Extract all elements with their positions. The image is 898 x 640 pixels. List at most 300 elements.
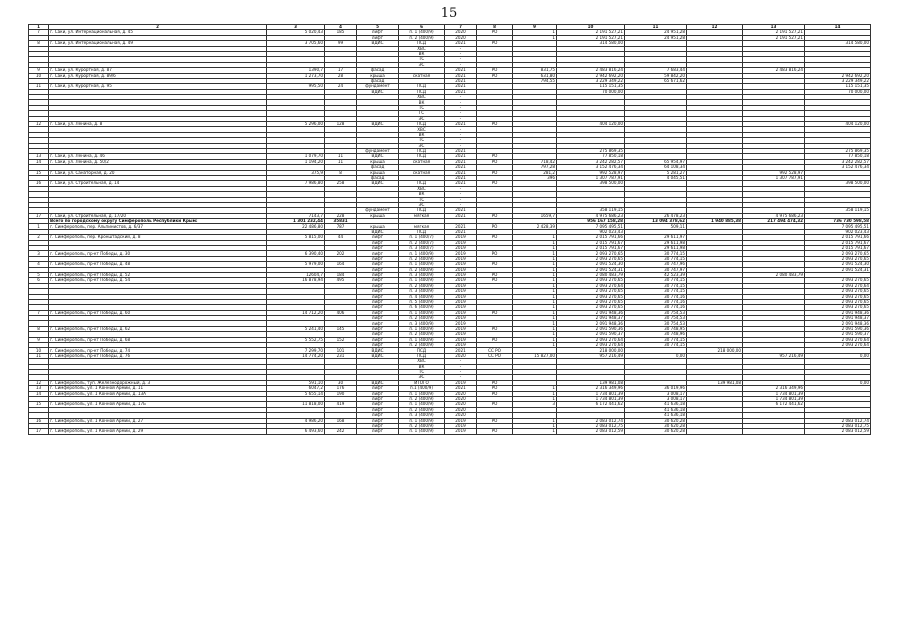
work-volume-cell: 797,28 <box>513 165 557 170</box>
row-number-cell: 12 <box>29 380 49 385</box>
work-type-cell: п. 2 (400/9) <box>399 35 445 40</box>
total-cost-cell: 902 023,43 <box>557 229 625 234</box>
residents-count-cell: 8 <box>325 170 357 175</box>
work-type-cell: ПСД <box>399 181 445 186</box>
year-cell: 2019 <box>445 235 477 240</box>
work-type-cell: п. 2 (400/9) <box>399 423 445 428</box>
cost-col-14-cell: 2 093 270,65 <box>805 256 871 261</box>
year-cell: - <box>445 370 477 375</box>
work-volume-cell: 1 <box>513 267 557 272</box>
element-type-cell: лифт <box>357 413 399 418</box>
cost-col-12-cell: 139 981,08 <box>687 380 743 385</box>
year-cell: - <box>445 100 477 105</box>
work-volume-cell: 1 <box>513 294 557 299</box>
total-cost-cell: 2 083 012,59 <box>557 429 625 434</box>
year-cell: 2019 <box>445 262 477 267</box>
element-type-cell: лифт <box>357 289 399 294</box>
element-type-cell: лифт <box>357 337 399 342</box>
funding-source-cell: РО <box>477 278 513 283</box>
cost-col-14-cell: 3 242 282,57 <box>805 159 871 164</box>
address-cell: г. Симферополь, ул. 1 Конной Армии, д. 17Б <box>49 402 267 407</box>
address-cell: г. Саки, ул. Интернациональная, д. 49 <box>49 41 267 46</box>
funding-source-cell: РО <box>477 159 513 164</box>
work-volume-cell: 1 <box>513 332 557 337</box>
work-type-cell: ПСД <box>399 348 445 353</box>
work-type-cell: ПСД <box>399 208 445 213</box>
residents-count-cell: 176 <box>325 386 357 391</box>
year-cell: - <box>445 359 477 364</box>
column-number: 4 <box>325 25 357 30</box>
element-type-cell: крыша <box>357 170 399 175</box>
total-area-cell: 7 986,80 <box>267 181 325 186</box>
residents-count-cell: 231 <box>325 353 357 358</box>
address-cell: г. Симферополь, туп. Железнодорожный, д. 3 <box>49 380 267 385</box>
cost-col-12-cell: 1 940 885,38 <box>687 219 743 224</box>
row-number-cell: 2 <box>29 235 49 240</box>
unit-cost-cell: 30 747,97 <box>625 267 687 272</box>
work-type-cell: п. 2 (400/9) <box>399 343 445 348</box>
funding-source-cell: РО <box>477 391 513 396</box>
row-number-cell: 13 <box>29 154 49 159</box>
cost-col-13-cell <box>743 429 805 434</box>
unit-cost-cell: 41 636,18 <box>625 402 687 407</box>
year-cell: 2019 <box>445 299 477 304</box>
total-cost-cell: 2 091 590,37 <box>557 332 625 337</box>
element-type-cell: лифт <box>357 423 399 428</box>
work-volume-cell: 718,42 <box>513 159 557 164</box>
year-cell: 2021 <box>445 165 477 170</box>
unit-cost-cell: 65 671,62 <box>625 78 687 83</box>
total-area-cell: 4 986,20 <box>267 418 325 423</box>
year-cell: 2020 <box>445 35 477 40</box>
year-cell: 2021 <box>445 159 477 164</box>
work-volume-cell: 1 <box>513 429 557 434</box>
year-cell: 2021 <box>445 175 477 180</box>
total-cost-cell: 2 093 270,64 <box>557 337 625 342</box>
work-type-cell: ТС <box>399 370 445 375</box>
total-cost-cell: 2 080 483,79 <box>557 272 625 277</box>
address-cell: г. Симферополь, пр-кт Победы, д. 60 <box>49 310 267 315</box>
unit-cost-cell: 30 620,28 <box>625 423 687 428</box>
work-volume-cell: 1 <box>513 326 557 331</box>
work-type-cell: ПСД <box>399 229 445 234</box>
address-cell: г. Саки, ул. Курортная, д. 89/6 <box>49 73 267 78</box>
total-cost-cell: 2 093 270,65 <box>557 289 625 294</box>
element-type-cell: лифт <box>357 294 399 299</box>
cost-col-14-cell: 398 500,00 <box>805 181 871 186</box>
funding-source-cell: РО <box>477 154 513 159</box>
element-type-cell: лифт <box>357 251 399 256</box>
work-volume-cell: 631,80 <box>513 73 557 78</box>
element-type-cell: лифт <box>357 326 399 331</box>
work-type-cell: ВК <box>399 51 445 56</box>
year-cell: - <box>445 364 477 369</box>
year-cell: 2019 <box>445 321 477 326</box>
residents-count-cell: 787 <box>325 224 357 229</box>
row-number-cell: 7 <box>29 310 49 315</box>
column-number: 7 <box>445 25 477 30</box>
funding-source-cell: СС РО <box>477 348 513 353</box>
year-cell: - <box>445 62 477 67</box>
column-number: 6 <box>399 25 445 30</box>
address-cell: г. Саки, ул. Санаторная, д. 20 <box>49 170 267 175</box>
year-cell: 2019 <box>445 337 477 342</box>
work-type-cell: ПСД <box>399 122 445 127</box>
year-cell: 2020 <box>445 407 477 412</box>
cost-col-14-cell: 2 091 948,36 <box>805 321 871 326</box>
unit-cost-cell: 30 620,28 <box>625 429 687 434</box>
year-cell: 2021 <box>445 229 477 234</box>
total-cost-cell: 2 093 270,64 <box>557 343 625 348</box>
unit-cost-cell: 7 683,44 <box>625 68 687 73</box>
total-area-cell: 16 878,94 <box>267 278 325 283</box>
total-area-cell: 995,50 <box>267 84 325 89</box>
work-type-cell: ВК <box>399 192 445 197</box>
column-number: 11 <box>625 25 687 30</box>
work-volume-cell: 1 <box>513 310 557 315</box>
work-type-cell: п. 2 (400/7) <box>399 240 445 245</box>
year-cell: 2019 <box>445 246 477 251</box>
element-type-cell: лифт <box>357 30 399 35</box>
year-cell: - <box>445 202 477 207</box>
row-number-cell: 15 <box>29 402 49 407</box>
total-area-cell: 11 818,00 <box>267 402 325 407</box>
cost-col-14-cell: 902 023,43 <box>805 229 871 234</box>
work-type-cell: скатная <box>399 159 445 164</box>
residents-count-cell: 35831 <box>325 219 357 224</box>
year-cell: 2020 <box>445 396 477 401</box>
total-cost-cell: 398 500,00 <box>557 181 625 186</box>
address-cell: г. Симферополь, пр-кт Победы, д. 68 <box>49 337 267 342</box>
year-cell: 2019 <box>445 316 477 321</box>
cost-col-14-cell: 2 091 524,30 <box>805 262 871 267</box>
unit-cost-cell: 30 774,15 <box>625 343 687 348</box>
work-volume-cell: 1 <box>513 35 557 40</box>
cost-col-14-cell: 77 850,18 <box>805 154 871 159</box>
work-type-cell: п. 1 (400/9) <box>399 429 445 434</box>
work-type-cell: ТС <box>399 105 445 110</box>
year-cell: 2019 <box>445 423 477 428</box>
year-cell: - <box>445 46 477 51</box>
work-type-cell: ТС <box>399 138 445 143</box>
cost-col-13-cell: 992 528,97 <box>743 170 805 175</box>
row-number-cell: 16 <box>29 418 49 423</box>
element-type-cell: фундамент <box>357 148 399 153</box>
row-number-cell: 12 <box>29 122 49 127</box>
element-type-cell: крыша <box>357 159 399 164</box>
total-area-cell: 6 493,60 <box>267 429 325 434</box>
total-cost-cell: 3 229 349,22 <box>557 78 625 83</box>
work-type-cell: п. 2 (400/9) <box>399 256 445 261</box>
total-area-cell: 7 299,70 <box>267 348 325 353</box>
work-type-cell: ХВС <box>399 186 445 191</box>
row-number-cell: 15 <box>29 170 49 175</box>
funding-source-cell: РО <box>477 224 513 229</box>
element-type-cell: фасад <box>357 68 399 73</box>
residents-count-cell: 164 <box>325 262 357 267</box>
column-number: 5 <box>357 25 399 30</box>
element-type-cell: лифт <box>357 299 399 304</box>
address-cell: г. Симферополь, ул. 1 Конной Армии, д. 11 <box>49 386 267 391</box>
residents-count-cell: 228 <box>325 213 357 218</box>
funding-source-cell: РО <box>477 418 513 423</box>
total-area-cell: 5 815,00 <box>267 235 325 240</box>
year-cell: 2021 <box>445 73 477 78</box>
work-type-cell: п. 2 (400/9) <box>399 332 445 337</box>
work-type-cell: п. 1 (400/9) <box>399 262 445 267</box>
total-cost-cell: 957 216,49 <box>557 353 625 358</box>
address-cell: г. Саки, ул. Ленина, д. 8 <box>49 122 267 127</box>
element-type-cell: лифт <box>357 283 399 288</box>
total-cost-cell: 1 307 787,91 <box>557 175 625 180</box>
residents-count-cell: 11 <box>325 154 357 159</box>
year-cell: - <box>445 132 477 137</box>
work-type-cell: ГС <box>399 111 445 116</box>
unit-cost-cell: 41 636,18 <box>625 413 687 418</box>
address-cell: г. Симферополь, пр-кт Победы, д. 52 <box>49 272 267 277</box>
cost-col-12-cell: 218 000,00 <box>687 348 743 353</box>
cost-col-13-cell: 1 307 787,91 <box>743 175 805 180</box>
work-volume-cell: 1 <box>513 246 557 251</box>
total-cost-cell: 218 000,00 <box>557 348 625 353</box>
total-area-cell: 6 390,40 <box>267 251 325 256</box>
total-cost-cell: 2 191 527,21 <box>557 35 625 40</box>
work-type-cell: ВК <box>399 100 445 105</box>
funding-source-cell: РО <box>477 337 513 342</box>
funding-source-cell: РО <box>477 41 513 46</box>
element-type-cell: лифт <box>357 402 399 407</box>
unit-cost-cell: 59 842,20 <box>625 73 687 78</box>
total-cost-cell: 956 167 158,28 <box>557 219 625 224</box>
residents-count-cell: 184 <box>325 272 357 277</box>
total-area-cell: 12604,7 <box>267 272 325 277</box>
total-area-cell: 14 774,20 <box>267 353 325 358</box>
unit-cost-cell: 29 611,97 <box>625 235 687 240</box>
year-cell: 2019 <box>445 305 477 310</box>
residents-count-cell: 185 <box>325 30 357 35</box>
cost-col-14-cell: 2 091 524,31 <box>805 267 871 272</box>
year-cell: 2019 <box>445 310 477 315</box>
work-volume-cell: 1659,7 <box>513 213 557 218</box>
total-cost-cell: 70 000,00 <box>557 89 625 94</box>
work-volume-cell: 1 <box>513 391 557 396</box>
total-cost-cell: 139 981,08 <box>557 380 625 385</box>
address-cell: г. Симферополь, пр-кт Победы, д. 74 <box>49 348 267 353</box>
total-cost-cell: 2 093 270,65 <box>557 251 625 256</box>
row-number-cell: 8 <box>29 326 49 331</box>
element-type-cell: ВДИС <box>357 89 399 94</box>
work-volume-cell: 3 <box>513 402 557 407</box>
year-cell: - <box>445 192 477 197</box>
cost-col-13-cell: 4 975 686,23 <box>743 213 805 218</box>
work-type-cell: ЭС <box>399 116 445 121</box>
work-type-cell: п. 2 (400/9) <box>399 316 445 321</box>
work-volume-cell: 1 <box>513 305 557 310</box>
column-number: 3 <box>267 25 325 30</box>
funding-source-cell: РО <box>477 30 513 35</box>
unit-cost-cell: 0,00 <box>625 353 687 358</box>
year-cell: - <box>445 57 477 62</box>
unit-cost-cell: 30 774,15 <box>625 251 687 256</box>
total-area-cell: 1 273,70 <box>267 73 325 78</box>
work-volume-cell: 281,2 <box>513 170 557 175</box>
element-type-cell: фасад <box>357 165 399 170</box>
row-number-cell: 3 <box>29 251 49 256</box>
work-type-cell: ПСД <box>399 84 445 89</box>
column-number: 8 <box>477 25 513 30</box>
work-volume-cell: 794,55 <box>513 78 557 83</box>
total-cost-cell: 2 091 948,37 <box>557 316 625 321</box>
row-number-cell: 9 <box>29 337 49 342</box>
funding-source-cell: РО <box>477 181 513 186</box>
work-type-cell: п. 1 (400/9) <box>399 30 445 35</box>
cost-col-14-cell: 2 083 012,59 <box>805 429 871 434</box>
funding-source-cell: РО <box>477 73 513 78</box>
year-cell: 2021 <box>445 41 477 46</box>
year-cell: 2019 <box>445 429 477 434</box>
total-area-cell: 22 486,80 <box>267 224 325 229</box>
row-number-cell: 7 <box>29 30 49 35</box>
row-number-cell: 11 <box>29 84 49 89</box>
residents-count-cell: 202 <box>325 251 357 256</box>
address-cell: Всего по городскому округу Симферополь Республики Крым: <box>49 219 267 224</box>
year-cell: 2021 <box>445 224 477 229</box>
column-number: 13 <box>743 25 805 30</box>
cost-col-13-cell: 6 172 441,62 <box>743 402 805 407</box>
row-number-cell: 9 <box>29 68 49 73</box>
cost-col-13-cell: 2 316 349,96 <box>743 386 805 391</box>
row-number-cell: 17 <box>29 213 49 218</box>
year-cell: - <box>445 116 477 121</box>
cost-col-14-cell: 2 093 270,65 <box>805 294 871 299</box>
work-volume-cell: 1 <box>513 337 557 342</box>
unit-cost-cell: 30 774,15 <box>625 337 687 342</box>
funding-source-cell: РО <box>477 272 513 277</box>
row-number-cell: 11 <box>29 353 49 358</box>
total-cost-cell: 2 091 590,36 <box>557 326 625 331</box>
funding-source-cell: РО <box>477 68 513 73</box>
element-type-cell: лифт <box>357 321 399 326</box>
unit-cost-cell: 30 774,16 <box>625 294 687 299</box>
total-cost-cell: 2 483 816,24 <box>557 68 625 73</box>
work-type-cell: ПСД <box>399 148 445 153</box>
cost-col-13-cell: 2 191 527,21 <box>743 30 805 35</box>
residents-count-cell: 17 <box>325 68 357 73</box>
work-type-cell: п. 1 (400/9) <box>399 402 445 407</box>
work-volume-cell: 1 <box>513 235 557 240</box>
year-cell: 2021 <box>445 68 477 73</box>
work-type-cell: п. 2 (400/9) <box>399 267 445 272</box>
cost-col-14-cell: 2 093 270,64 <box>805 283 871 288</box>
address-cell: г. Саки, ул. Строительная, д. 17/20 <box>49 213 267 218</box>
element-type-cell: лифт <box>357 235 399 240</box>
year-cell: 2020 <box>445 353 477 358</box>
work-type-cell: п. 6 (400/9) <box>399 305 445 310</box>
work-type-cell: мягкая <box>399 213 445 218</box>
element-type-cell: крыша <box>357 224 399 229</box>
funding-source-cell: РО <box>477 235 513 240</box>
work-volume-cell: 1 <box>513 418 557 423</box>
year-cell: 2021 <box>445 208 477 213</box>
element-type-cell: крыша <box>357 73 399 78</box>
total-area-cell: 5 241,40 <box>267 326 325 331</box>
cost-col-14-cell: 0,00 <box>805 353 871 358</box>
total-cost-cell: 2 093 270,64 <box>557 283 625 288</box>
address-cell: г. Симферополь, ул. 1 Конной Армии, д. 27 <box>49 418 267 423</box>
column-number: 10 <box>557 25 625 30</box>
work-volume-cell: 1 <box>513 289 557 294</box>
cost-col-14-cell: 2 015 791,66 <box>805 235 871 240</box>
work-volume-cell: 1 <box>513 272 557 277</box>
funding-source-cell: РО <box>477 429 513 434</box>
total-area-cell: 6047,2 <box>267 386 325 391</box>
residents-count-cell: 101 <box>325 348 357 353</box>
element-type-cell: лифт <box>357 262 399 267</box>
work-type-cell: п. 1 (400/9) <box>399 391 445 396</box>
row-number-cell: 8 <box>29 41 49 46</box>
work-type-cell: п. 1 (400/9) <box>399 251 445 256</box>
total-cost-cell: 2 191 527,21 <box>557 30 625 35</box>
total-cost-cell: 314 580,00 <box>557 41 625 46</box>
residents-count-cell: 24 <box>325 84 357 89</box>
year-cell: - <box>445 186 477 191</box>
column-number: 12 <box>687 25 743 30</box>
column-number: 14 <box>805 25 871 30</box>
year-cell: 2021 <box>445 154 477 159</box>
year-cell: 2021 <box>445 348 477 353</box>
total-cost-cell: 2 015 791,67 <box>557 240 625 245</box>
unit-cost-cell: 64 108,34 <box>625 165 687 170</box>
address-cell: г. Симферополь, пр-кт Победы, д. 62 <box>49 326 267 331</box>
year-cell: - <box>445 105 477 110</box>
cost-col-13-cell: 1 734 801,39 <box>743 396 805 401</box>
year-cell: - <box>445 51 477 56</box>
total-cost-cell: 2 091 524,31 <box>557 267 625 272</box>
address-cell: г. Саки, ул. Курортная, д. 87 <box>49 68 267 73</box>
element-type-cell: фасад <box>357 175 399 180</box>
cost-col-14-cell: 2 015 791,67 <box>805 240 871 245</box>
row-number-cell: 14 <box>29 159 49 164</box>
cost-col-14-cell: 115 151,35 <box>805 84 871 89</box>
year-cell: 2019 <box>445 251 477 256</box>
unit-cost-cell: 30 774,16 <box>625 299 687 304</box>
element-type-cell: ВДИС <box>357 41 399 46</box>
total-area-cell: 1 301 232,44 <box>267 219 325 224</box>
total-cost-cell: 2 093 270,65 <box>557 256 625 261</box>
year-cell: 2021 <box>445 181 477 186</box>
element-type-cell: лифт <box>357 240 399 245</box>
total-cost-cell: 2 093 270,65 <box>557 294 625 299</box>
cost-col-14-cell: 275 869,35 <box>805 148 871 153</box>
cost-col-14-cell: 3 152 476,34 <box>805 165 871 170</box>
column-number: 9 <box>513 25 557 30</box>
unit-cost-cell: 29 611,98 <box>625 240 687 245</box>
year-cell: 2019 <box>445 240 477 245</box>
total-area-cell: 1390,7 <box>267 68 325 73</box>
year-cell: 2021 <box>445 89 477 94</box>
work-type-cell: п. 1 (400/9) <box>399 310 445 315</box>
funding-source-cell: РО <box>477 326 513 331</box>
cost-col-14-cell: 2 942 692,20 <box>805 73 871 78</box>
unit-cost-cell: 4 045,51 <box>625 175 687 180</box>
work-type-cell: ХВС <box>399 359 445 364</box>
year-cell: 2021 <box>445 213 477 218</box>
unit-cost-cell: 41 636,18 <box>625 407 687 412</box>
row-number-cell: 16 <box>29 181 49 186</box>
unit-cost-cell: 30 774,15 <box>625 278 687 283</box>
work-volume-cell: 1 <box>513 30 557 35</box>
element-type-cell: крыша <box>357 213 399 218</box>
